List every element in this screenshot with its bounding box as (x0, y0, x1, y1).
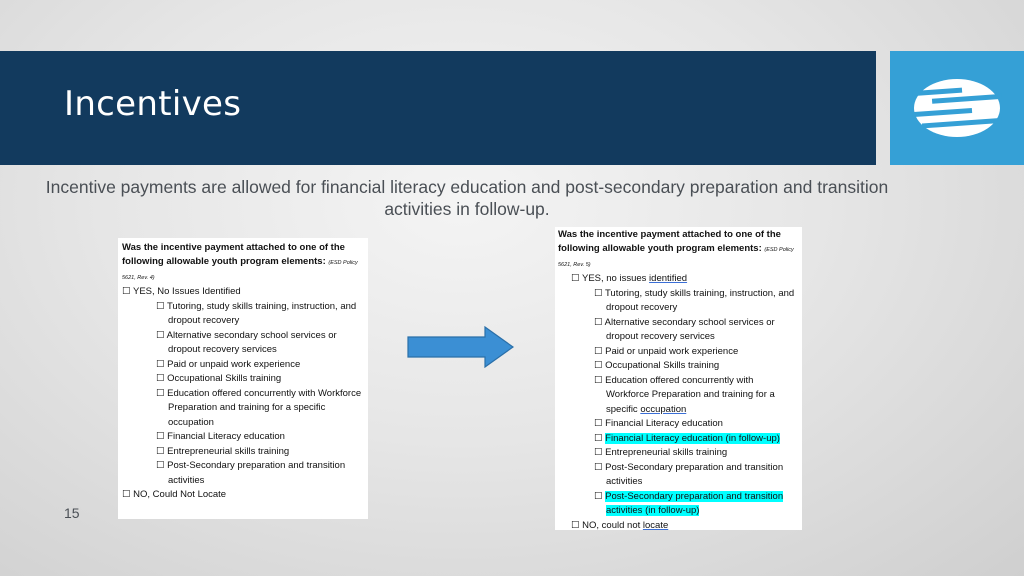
option-occupational-skills[interactable]: ☐ Occupational Skills training (594, 360, 720, 371)
option-financial-literacy-follow-up[interactable]: ☐ Financial Literacy education (in follow-up) (594, 432, 780, 444)
highlighted-text: Post-Secondary preparation and transition activities (in follow-up) (605, 490, 784, 516)
page-number: 15 (64, 505, 80, 521)
no-option[interactable]: ☐ NO, could not locate (571, 519, 669, 531)
option-alternative-secondary[interactable]: ☐ Alternative secondary school services or dropout recovery services (156, 329, 337, 355)
form-question: Was the incentive payment attached to one of the following allowable youth program elements: (ESD Policy 5621, Rev. 5) (558, 229, 794, 268)
logo-box (890, 51, 1024, 165)
option-alternative-secondary[interactable]: ☐ Alternative secondary school services or dropout recovery services (594, 316, 775, 342)
logo-icon (912, 77, 1002, 139)
highlighted-text: Financial Literacy education (in follow-up) (605, 432, 780, 444)
option-post-secondary-follow-up[interactable]: ☐ Post-Secondary preparation and transition activities (in follow-up) (594, 490, 784, 516)
subtitle: Incentive payments are allowed for financial literacy education and post-secondary preparation and transition activities in follow-up. (45, 177, 889, 219)
option-education-concurrent[interactable]: ☐ Education offered concurrently with Workforce Preparation and training for a specific occupation (156, 387, 362, 428)
policy-reference: (ESD Policy 5621, Rev. 5) (558, 247, 794, 268)
slide-title: Incentives (64, 84, 242, 124)
option-financial-literacy[interactable]: ☐ Financial Literacy education (156, 431, 285, 442)
policy-form-before (118, 238, 368, 519)
spellcheck-word: locate (642, 519, 669, 531)
no-option[interactable]: ☐ NO, Could Not Locate (122, 489, 227, 500)
option-post-secondary[interactable]: ☐ Post-Secondary preparation and transition activities (156, 460, 346, 486)
option-entrepreneurial[interactable]: ☐ Entrepreneurial skills training (156, 445, 290, 457)
option-tutoring[interactable]: ☐ Tutoring, study skills training, instruction, and dropout recovery (594, 287, 795, 313)
yes-option[interactable]: ☐ YES, No Issues Identified (122, 286, 241, 297)
spellcheck-word: identified (649, 273, 688, 284)
option-education-concurrent[interactable]: ☐ Education offered concurrently with Workforce Preparation and training for a specific occupation (594, 374, 775, 415)
option-entrepreneurial[interactable]: ☐ Entrepreneurial skills training (594, 447, 728, 458)
option-occupational-skills[interactable]: ☐ Occupational Skills training (156, 373, 282, 384)
yes-option[interactable]: ☐ YES, no issues identified (571, 273, 688, 284)
option-work-experience[interactable]: ☐ Paid or unpaid work experience (156, 358, 301, 370)
right-arrow-icon (407, 326, 515, 368)
spellcheck-word: occupation (640, 403, 687, 415)
option-tutoring[interactable]: ☐ Tutoring, study skills training, instruction, and dropout recovery (156, 300, 357, 326)
policy-reference: (ESD Policy 5621, Rev. 4) (122, 260, 358, 281)
option-post-secondary[interactable]: ☐ Post-Secondary preparation and transition activities (594, 461, 784, 487)
option-financial-literacy[interactable]: ☐ Financial Literacy education (594, 418, 723, 429)
form-question: Was the incentive payment attached to one of the following allowable youth program elements: (ESD Policy 5621, Rev. 4) (122, 242, 358, 281)
option-work-experience[interactable]: ☐ Paid or unpaid work experience (594, 345, 739, 357)
policy-form-after (555, 227, 802, 530)
